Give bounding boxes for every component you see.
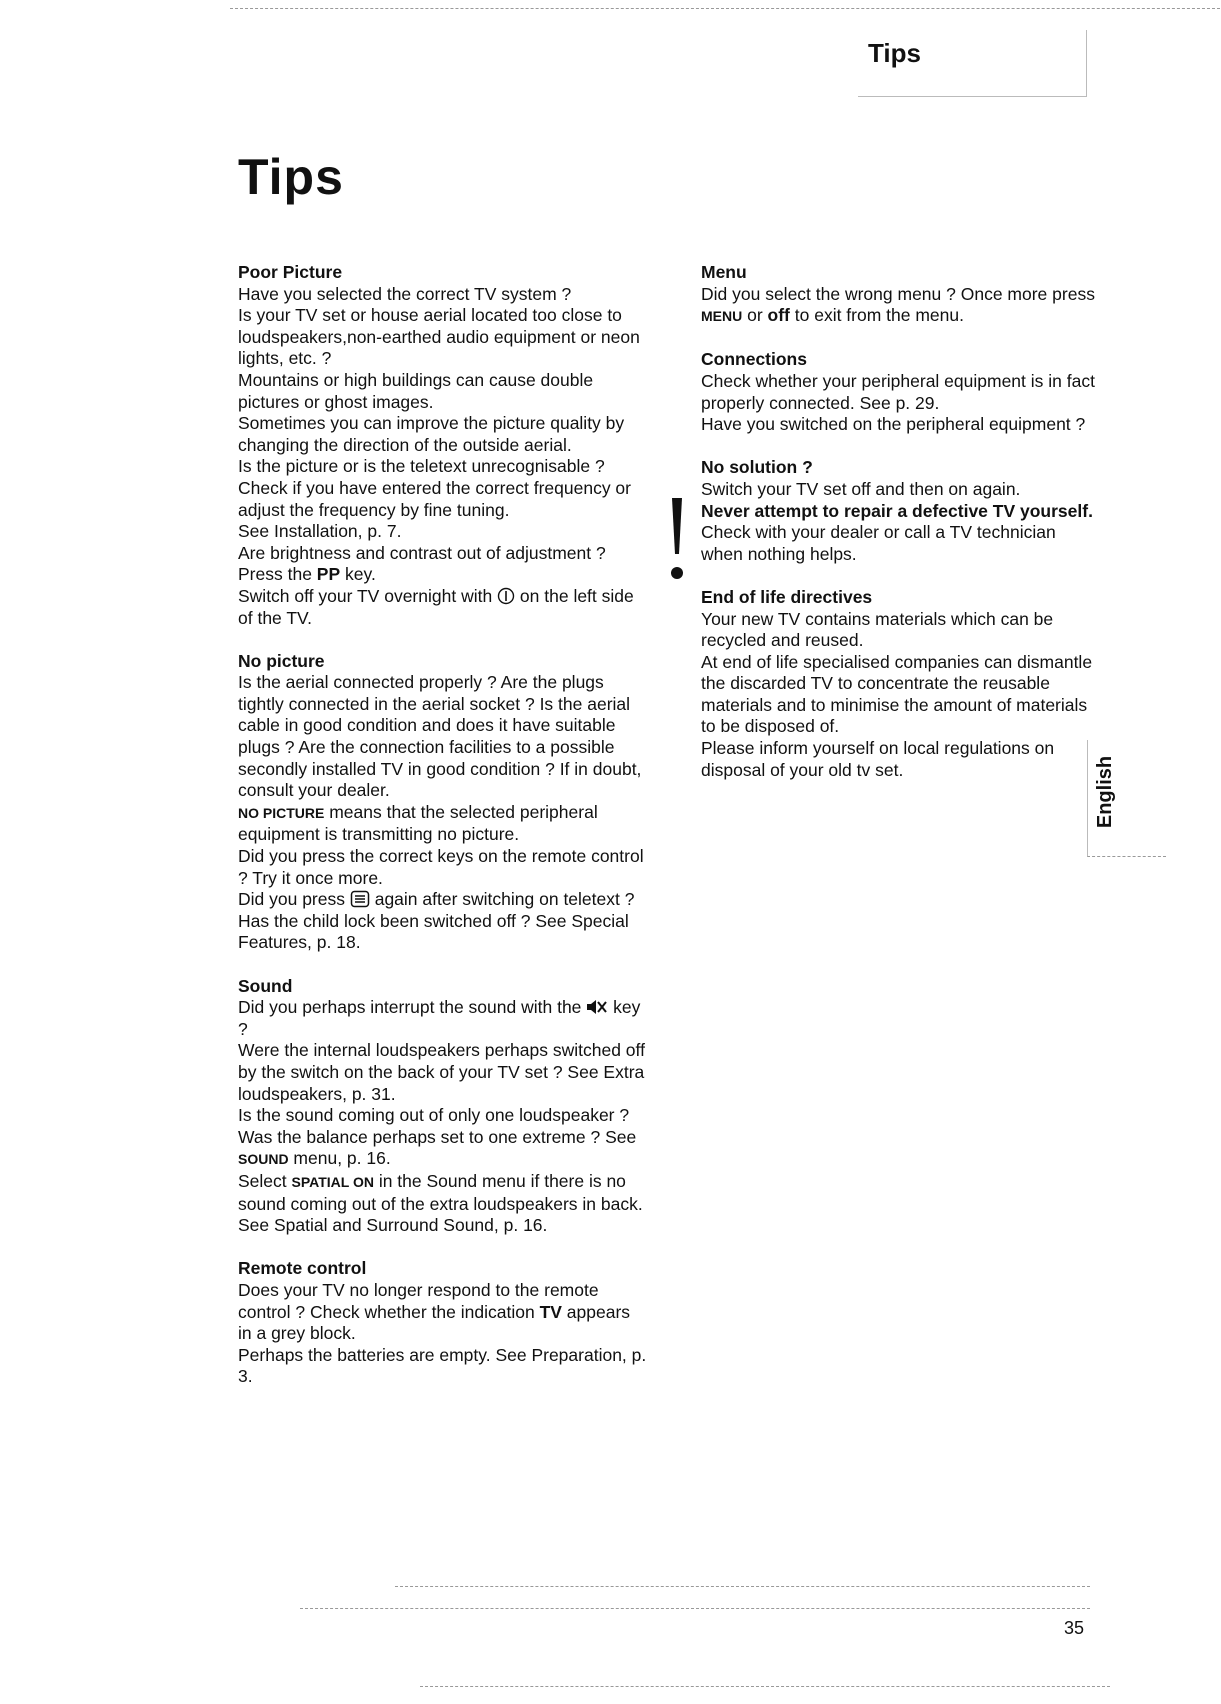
section-heading: Menu bbox=[701, 262, 747, 282]
paragraph: Did you select the wrong menu ? Once more press MENU or off to exit from the menu. bbox=[701, 283, 1095, 326]
paragraph: Sometimes you can improve the picture quality by changing the direction of the outside aerial. bbox=[238, 413, 625, 455]
paragraph: Is the sound coming out of only one loudspeaker ? Was the balance perhaps set to one extreme ? See SOUND menu, p. 16. bbox=[238, 1105, 637, 1169]
teletext-icon bbox=[350, 890, 370, 908]
paragraph: Did you press the correct keys on the remote control ? Try it once more. bbox=[238, 846, 644, 888]
language-tab bbox=[1087, 740, 1166, 857]
spatial-on-label: SPATIAL ON bbox=[291, 1173, 374, 1190]
paragraph: Does your TV no longer respond to the remote control ? Check whether the indication TV appears in a grey block. bbox=[238, 1279, 631, 1344]
section-heading: Poor Picture bbox=[238, 262, 343, 282]
paragraph: Switch your TV set off and then on again. bbox=[701, 478, 1021, 499]
section-menu bbox=[701, 262, 1096, 328]
paragraph: Check whether your peripheral equipment is in fact properly connected. See p. 29. bbox=[701, 370, 1095, 413]
right-column bbox=[701, 262, 1096, 803]
mute-icon bbox=[586, 998, 608, 1016]
paragraph: Perhaps the batteries are empty. See Preparation, p. 3. bbox=[238, 1344, 647, 1387]
paragraph: Switch off your TV overnight with on the left side of the TV. bbox=[238, 585, 634, 628]
off-key-label: off bbox=[767, 305, 790, 326]
page-title: Tips bbox=[238, 149, 344, 205]
warning-text: Never attempt to repair a defective TV yourself. bbox=[701, 500, 1093, 521]
section-end-of-life bbox=[701, 587, 1096, 781]
section-connections bbox=[701, 349, 1096, 435]
page-number: 35 bbox=[1064, 1618, 1085, 1638]
section-heading: Sound bbox=[238, 975, 293, 996]
left-column bbox=[238, 262, 648, 1409]
warning-exclamation-icon bbox=[669, 498, 685, 582]
paragraph: Is the aerial connected properly ? Are the plugs tightly connected in the aerial socket ? Is the aerial cable in good condition and does it have suitable plugs ? Are the connection facilities to a possible secondly installed TV in good condition ? If in doubt, consult your dealer. bbox=[238, 672, 642, 801]
section-heading: Connections bbox=[701, 349, 807, 370]
power-switch-icon bbox=[497, 587, 515, 605]
language-tab-label: English bbox=[1094, 755, 1116, 829]
paragraph: Check with your dealer or call a TV technician when nothing helps. bbox=[701, 522, 1056, 564]
paragraph: Have you selected the correct TV system ? bbox=[238, 283, 572, 304]
no-picture-label: NO PICTURE bbox=[238, 804, 325, 821]
section-sound bbox=[238, 976, 648, 1237]
paragraph: Has the child lock been switched off ? See Special Features, p. 18. bbox=[238, 910, 629, 953]
bottom-rule-3 bbox=[420, 1686, 1110, 1687]
paragraph: NO PICTURE means that the selected peripheral equipment is transmitting no picture. bbox=[238, 801, 598, 845]
section-no-picture bbox=[238, 651, 648, 954]
section-heading: No solution ? bbox=[701, 457, 813, 478]
section-heading: No picture bbox=[238, 650, 325, 671]
paragraph: Have you switched on the peripheral equipment ? bbox=[701, 414, 1086, 435]
header-tab bbox=[858, 30, 1087, 97]
bottom-rule-2 bbox=[300, 1608, 1090, 1609]
section-heading: Remote control bbox=[238, 1258, 367, 1279]
section-poor-picture bbox=[238, 262, 648, 629]
paragraph: Did you press again after switching on teletext ? bbox=[238, 889, 635, 910]
paragraph: Please inform yourself on local regulations on disposal of your old tv set. bbox=[701, 738, 1055, 780]
pp-key: PP bbox=[316, 564, 341, 585]
header-tab-label: Tips bbox=[868, 38, 921, 68]
paragraph: See Installation, p. 7. bbox=[238, 521, 402, 542]
paragraph: At end of life specialised companies can dismantle the discarded TV to concentrate the reusable materials and to minimise the amount of materials to be disposed of. bbox=[701, 651, 1093, 737]
section-no-solution bbox=[701, 457, 1096, 565]
paragraph: Select SPATIAL ON in the Sound menu if there is no sound coming out of the extra loudspeakers in back. See Spatial and Surround Sound, p. 16. bbox=[238, 1170, 643, 1236]
sound-menu-label: SOUND bbox=[238, 1151, 289, 1168]
paragraph: Were the internal loudspeakers perhaps switched off by the switch on the back of your TV set ? See Extra loudspeakers, p. 31. bbox=[238, 1040, 645, 1104]
tv-indication: TV bbox=[539, 1301, 562, 1322]
paragraph: Is the picture or is the teletext unrecognisable ? Check if you have entered the correct frequency or adjust the frequency by fine tuning. bbox=[238, 456, 631, 520]
top-rule bbox=[230, 8, 1220, 9]
paragraph: Are brightness and contrast out of adjustment ? Press the PP key. bbox=[238, 542, 606, 585]
section-remote-control bbox=[238, 1258, 648, 1388]
paragraph: Your new TV contains materials which can be recycled and reused. bbox=[701, 608, 1054, 651]
paragraph: Is your TV set or house aerial located too close to loudspeakers,non-earthed audio equipment or neon lights, etc. ? bbox=[238, 305, 640, 369]
menu-key-label: MENU bbox=[701, 308, 743, 325]
paragraph: Did you perhaps interrupt the sound with the key ? bbox=[238, 997, 641, 1039]
bottom-rule-1 bbox=[395, 1586, 1090, 1587]
paragraph: Mountains or high buildings can cause double pictures or ghost images. bbox=[238, 369, 594, 412]
section-heading: End of life directives bbox=[701, 586, 873, 607]
